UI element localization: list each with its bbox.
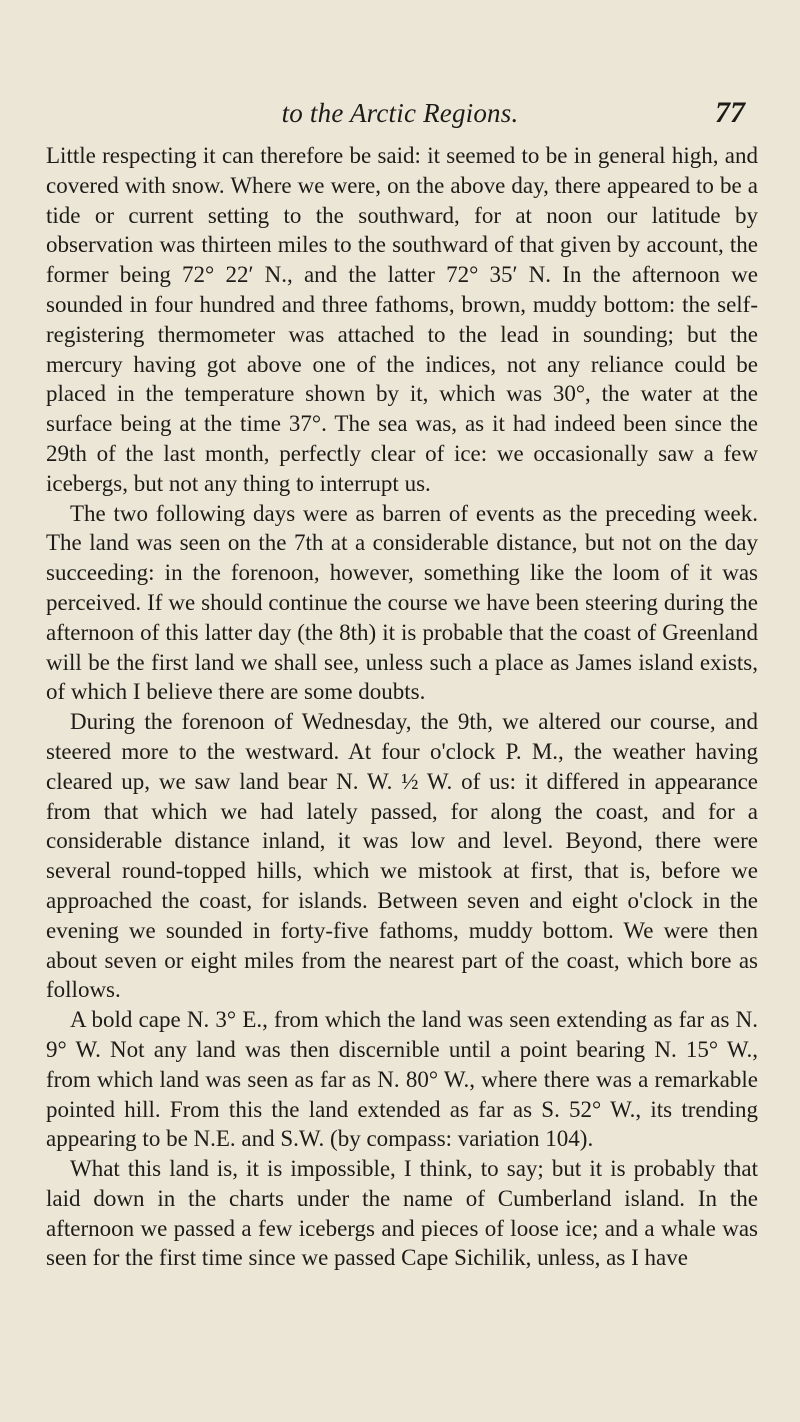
paragraph: During the forenoon of Wednesday, the 9th, we altered our course, and steered more to the westward. At four o'clock P. M., the weather having cleared up, we saw land bear N. W. ½ W. of us: it differed in appearance from that which we had lately passed, for along the coast, and for a considerable distance inland, it was low and level. Beyond, there were several round-topped hills, which we mistook at first, that is, before we approached the coast, for islands. Between seven and eight o'clock in the evening we sounded in forty-five fathoms, muddy bottom. We were then about seven or eight miles from the nearest part of the coast, which bore as follows. (46, 709, 758, 1003)
paragraph: The two following days were as barren of events as the preceding week. The land was seen on the 7th at a considerable distance, but not on the day succeeding: in the forenoon, however, something like the loom of it was perceived. If we should continue the course we have been steering during the afternoon of this latter day (the 8th) it is probable that the coast of Greenland will be the first land we shall see, unless such a place as James island exists, of which I believe there are some doubts. (46, 500, 758, 705)
page-number: 77 (715, 96, 745, 129)
running-head: to the Arctic Regions. (281, 98, 519, 128)
paragraph: A bold cape N. 3° E., from which the land was seen extending as far as N. 9° W. Not any land was then discernible until a point bearing N. 15° W., from which land was seen as far as N. 80° W., where there was a remarkable pointed hill. From this the land extended as far as S. 52° W., its trending appearing to be N.E. and S.W. (by compass: variation 104). (46, 1007, 758, 1152)
paragraph: What this land is, it is impossible, I think, to say; but it is probably that laid down in the charts under the name of Cumberland island. In the afternoon we passed a few icebergs and pieces of loose ice; and a whale was seen for the first time since we passed Cape Sichilik, unless, as I have (46, 1156, 758, 1271)
page-header (0, 96, 800, 136)
paragraph: Little respecting it can therefore be said: it seemed to be in general high, and covered with snow. Where we were, on the above day, there appeared to be a tide or current setting to the southward, for at noon our latitude by observation was thirteen miles to the southward of that given by account, the former being 72° 22′ N., and the latter 72° 35′ N. In the afternoon we sounded in four hundred and three fathoms, brown, muddy bottom: the self-registering thermometer was attached to the lead in sounding; but the mercury having got above one of the indices, not any reliance could be placed in the temperature shown by it, which was 30°, the water at the surface being at the time 37°. The sea was, as it had indeed been since the 29th of the last month, perfectly clear of ice: we occasionally saw a few icebergs, but not any thing to interrupt us. (46, 143, 758, 496)
body-text (46, 141, 758, 1273)
